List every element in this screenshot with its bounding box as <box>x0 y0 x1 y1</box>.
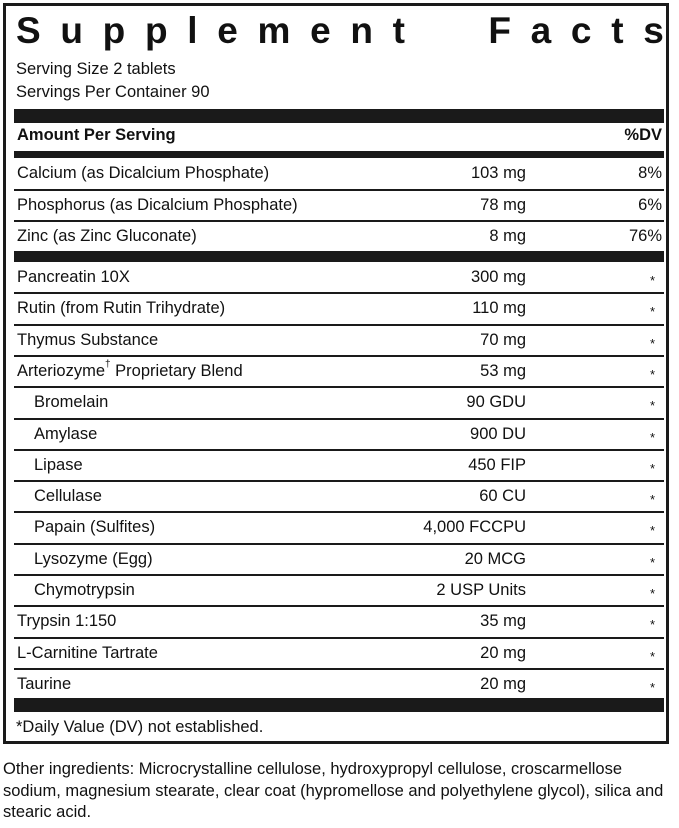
amount-value: 60 CU <box>479 487 526 506</box>
ingredient-name-text: Lipase <box>34 455 83 474</box>
ingredient-name <box>34 450 83 481</box>
ingredient-name-text: Trypsin 1:150 <box>17 612 117 631</box>
facts-row <box>14 221 664 252</box>
facts-row <box>14 387 664 418</box>
dv-value: 6% <box>638 195 662 214</box>
dv-value: * <box>649 492 655 508</box>
panel-title <box>16 8 664 54</box>
amount-per-serving-label: Amount Per Serving <box>17 126 176 144</box>
title-letter: s <box>643 10 664 51</box>
ingredient-name <box>17 221 197 252</box>
ingredient-name <box>34 544 153 575</box>
ingredient-name-text: Thymus Substance <box>17 330 159 349</box>
title-letter: S <box>16 10 41 51</box>
amount-value: 78 mg <box>480 195 526 214</box>
amount-value: 103 mg <box>470 164 526 182</box>
servings-per-container: Servings Per Container 90 <box>16 83 210 101</box>
facts-row <box>14 575 664 606</box>
title-letter: a <box>530 10 552 51</box>
other-ingredients: Other ingredients: Microcrystalline cellulose, hydroxypropyl cellulose, croscarmellose sodium, magnesium stearate, clear coat (hypromellose and polyethylene glycol), silica and stearic acid. <box>3 760 664 821</box>
dv-value: * <box>649 366 655 382</box>
title-letter <box>425 8 469 54</box>
ingredient-name-text: Chymotrypsin <box>34 581 135 599</box>
facts-row <box>14 638 664 669</box>
title-letter: u <box>60 10 83 51</box>
amount-per-serving-header <box>14 120 664 151</box>
ingredient-name <box>17 325 158 356</box>
dv-value: * <box>649 304 655 320</box>
facts-row <box>14 356 664 387</box>
ingredient-name <box>17 293 225 324</box>
facts-row <box>14 450 664 481</box>
title-letter: e <box>310 10 331 51</box>
amount-value: 20 mg <box>480 674 526 693</box>
title-letter: p <box>144 10 168 51</box>
dv-value: * <box>649 460 655 476</box>
ingredient-name-text: Calcium (as Dicalcium Phosphate) <box>17 164 270 182</box>
title-letter: e <box>217 10 238 51</box>
title-letter: p <box>102 10 126 51</box>
facts-row <box>14 606 664 637</box>
dv-footnote: *Daily Value (DV) not established. <box>16 718 264 736</box>
facts-row <box>14 669 664 700</box>
ingredient-name-text: Lysozyme (Egg) <box>34 549 153 568</box>
title-letter: l <box>187 10 198 51</box>
facts-row <box>14 512 664 543</box>
facts-row <box>14 158 664 189</box>
dv-value: * <box>649 273 655 288</box>
title-letter: n <box>350 10 373 51</box>
facts-row <box>14 293 664 324</box>
thick-divider <box>14 698 664 712</box>
serving-size: Serving Size 2 tablets <box>16 60 176 78</box>
title-letter: t <box>392 10 405 51</box>
medium-divider <box>14 151 664 158</box>
ingredient-name-text: Zinc (as Zinc Gluconate) <box>17 227 197 245</box>
dv-value: * <box>649 523 655 539</box>
facts-row <box>14 325 664 356</box>
ingredient-name <box>34 481 102 512</box>
dv-value: * <box>649 554 655 570</box>
trademark-dagger: † <box>105 359 111 371</box>
ingredient-name-text: Arteriozyme <box>17 361 106 380</box>
amount-value: 20 mg <box>480 643 526 662</box>
amount-value: 8 mg <box>489 227 526 245</box>
ingredient-name-suffix: Proprietary Blend <box>110 361 243 380</box>
amount-value: 35 mg <box>480 612 526 631</box>
thick-divider <box>14 251 664 262</box>
amount-value: 4,000 FCCPU <box>423 518 526 537</box>
ingredient-name <box>17 356 243 387</box>
dv-value: * <box>649 335 655 351</box>
amount-value: 900 DU <box>470 424 526 443</box>
ingredient-name <box>34 419 97 450</box>
ingredient-name-text: Papain (Sulfites) <box>34 518 156 537</box>
facts-row <box>14 544 664 575</box>
amount-value: 90 GDU <box>466 393 526 412</box>
amount-value: 300 mg <box>470 268 526 286</box>
dv-value: * <box>649 648 655 664</box>
facts-row <box>14 481 664 512</box>
title-letter: m <box>257 10 291 51</box>
title-letter: F <box>488 10 511 51</box>
ingredient-name-text: Rutin (from Rutin Trihydrate) <box>17 299 226 318</box>
ingredient-name <box>34 512 155 543</box>
dv-value: * <box>649 617 655 633</box>
ingredient-name-text: Bromelain <box>34 393 109 412</box>
dv-value: * <box>649 586 655 601</box>
ingredient-name-text: Cellulase <box>34 487 102 506</box>
ingredient-name <box>34 387 108 418</box>
dv-value: * <box>649 429 655 445</box>
ingredient-name <box>17 638 158 669</box>
ingredient-name-text: Taurine <box>17 674 72 693</box>
amount-value: 110 mg <box>472 299 526 318</box>
ingredient-name-text: Pancreatin 10X <box>17 268 130 286</box>
amount-value: 450 FIP <box>468 455 526 474</box>
ingredient-name <box>17 669 71 700</box>
dv-value: * <box>649 679 655 695</box>
facts-row <box>14 190 664 221</box>
ingredient-name <box>17 158 269 189</box>
ingredient-name <box>34 575 135 606</box>
ingredient-name <box>17 606 116 637</box>
ingredient-name <box>17 262 130 293</box>
dv-value: 8% <box>638 164 662 182</box>
amount-value: 20 MCG <box>464 549 526 568</box>
amount-value: 53 mg <box>480 361 526 380</box>
dv-value: 76% <box>628 227 662 245</box>
title-letter: c <box>570 10 592 51</box>
ingredient-name-text: Phosphorus (as Dicalcium Phosphate) <box>17 195 298 214</box>
title-letter: t <box>611 10 624 51</box>
amount-value: 70 mg <box>480 330 526 349</box>
facts-row <box>14 419 664 450</box>
ingredient-name-text: Amylase <box>34 424 98 443</box>
amount-value: 2 USP Units <box>436 581 526 599</box>
ingredient-name <box>17 190 298 221</box>
supplement-facts-panel <box>3 3 669 744</box>
ingredient-name-text: L-Carnitine Tartrate <box>17 643 158 662</box>
facts-row <box>14 262 664 293</box>
dv-header-label: %DV <box>624 126 662 144</box>
dv-value: * <box>649 398 655 414</box>
